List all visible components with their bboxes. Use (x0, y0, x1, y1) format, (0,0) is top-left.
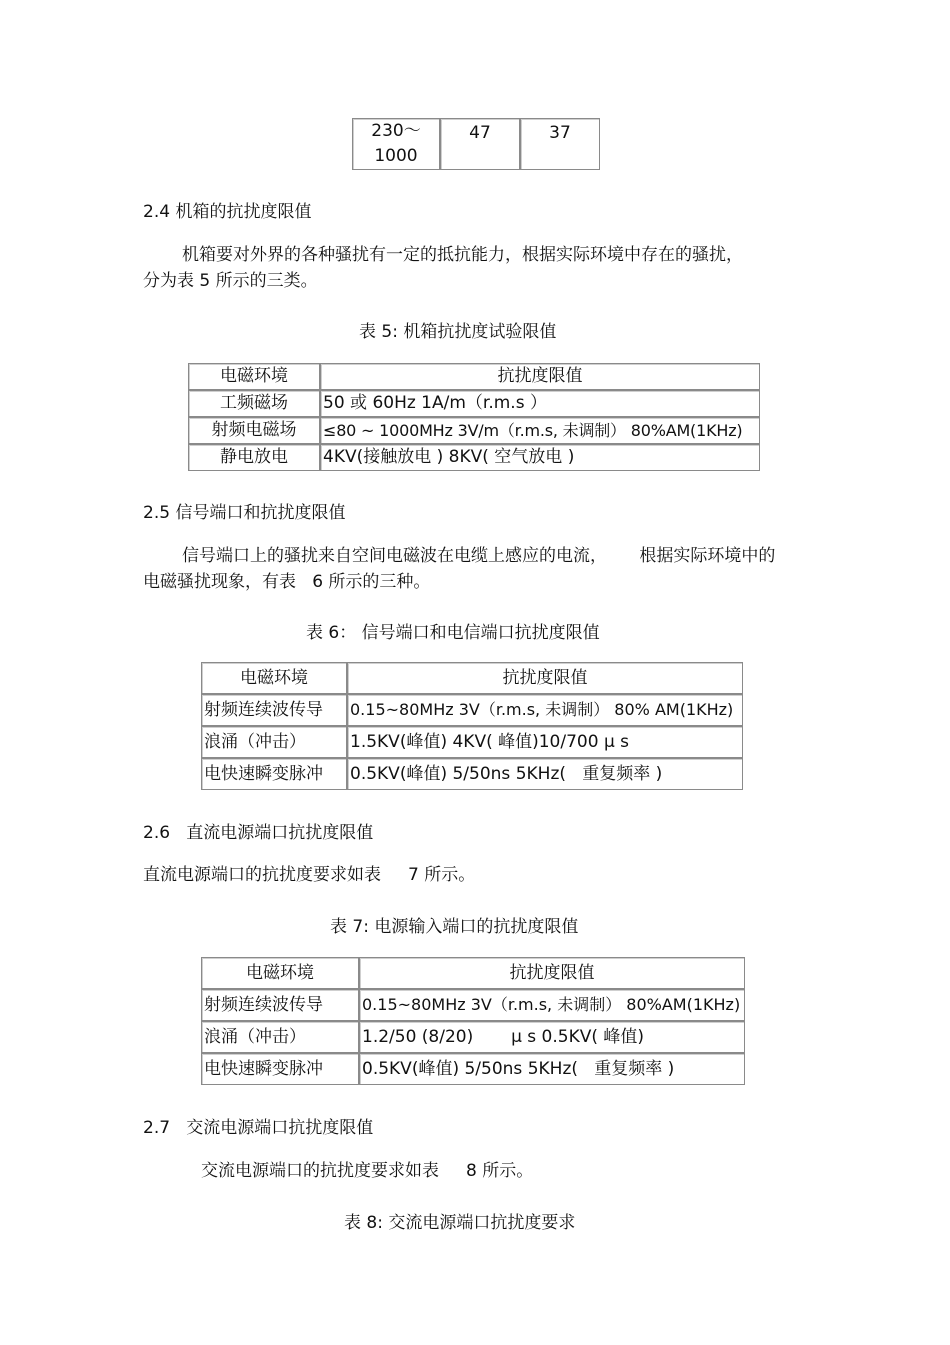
section-heading: 2.5 信号端口和抗扰度限值 (143, 503, 346, 523)
section-heading: 2.4 机箱的抗扰度限值 (143, 202, 312, 222)
table-cell: 射频电磁场 (188, 417, 320, 444)
table-header: 抗扰度限值 (359, 957, 745, 989)
table-5 (188, 363, 760, 471)
table-cell: 50 或 60Hz 1A/m（r.m.s ） (320, 390, 760, 417)
table-cell: 37 (520, 118, 600, 170)
table-cell: ≤80 ~ 1000MHz 3V/m（r.m.s, 未调制） 80%AM(1KHz) (320, 417, 760, 444)
table-cell: 电快速瞬变脉冲 (201, 758, 347, 790)
table-header: 抗扰度限值 (347, 662, 743, 694)
table-caption: 表 6： 信号端口和电信端口抗扰度限值 (306, 623, 600, 643)
table-cell: 射频连续波传导 (201, 989, 359, 1021)
section-heading: 2.6 直流电源端口抗扰度限值 (143, 823, 374, 843)
paragraph-line: 分为表 5 所示的三类。 (143, 271, 318, 291)
table-6 (201, 662, 743, 790)
table-cell: 230～ 1000 (352, 118, 440, 170)
table-caption: 表 7: 电源输入端口的抗扰度限值 (330, 917, 579, 937)
table-header: 电磁环境 (201, 957, 359, 989)
section-heading: 2.7 交流电源端口抗扰度限值 (143, 1118, 374, 1138)
table-cell: 射频连续波传导 (201, 694, 347, 726)
table-cell: 浪涌（冲击） (201, 726, 347, 758)
table-caption: 表 8: 交流电源端口抗扰度要求 (344, 1213, 576, 1233)
table-cell: 0.5KV(峰值) 5/50ns 5KHz( 重复频率 ) (347, 758, 743, 790)
table-cell: 0.15~80MHz 3V（r.m.s, 未调制） 80% AM(1KHz) (347, 694, 743, 726)
table-cell: 47 (440, 118, 520, 170)
table-cell: 浪涌（冲击） (201, 1021, 359, 1053)
table-cell: 静电放电 (188, 444, 320, 471)
paragraph-line: 交流电源端口的抗扰度要求如表 8 所示。 (201, 1161, 534, 1181)
table-cell: 工频磁场 (188, 390, 320, 417)
top-table (352, 118, 600, 170)
table-cell: 1.2/50 (8/20) μ s 0.5KV( 峰值) (359, 1021, 745, 1053)
table-cell: 1.5KV(峰值) 4KV( 峰值)10/700 μ s (347, 726, 743, 758)
table-cell: 4KV(接触放电 ) 8KV( 空气放电 ) (320, 444, 760, 471)
table-cell: 0.5KV(峰值) 5/50ns 5KHz( 重复频率 ) (359, 1053, 745, 1085)
paragraph-line: 信号端口上的骚扰来自空间电磁波在电缆上感应的电流， 根据实际环境中的 (182, 546, 776, 566)
table-cell: 电快速瞬变脉冲 (201, 1053, 359, 1085)
table-header: 抗扰度限值 (320, 363, 760, 390)
paragraph-line: 直流电源端口的抗扰度要求如表 7 所示。 (143, 865, 476, 885)
table-caption: 表 5: 机箱抗扰度试验限值 (359, 322, 557, 342)
table-cell: 0.15~80MHz 3V（r.m.s, 未调制） 80%AM(1KHz) (359, 989, 745, 1021)
table-header: 电磁环境 (188, 363, 320, 390)
paragraph-line: 机箱要对外界的各种骚扰有一定的抵抗能力，根据实际环境中存在的骚扰， (182, 245, 743, 265)
paragraph-line: 电磁骚扰现象，有表 6 所示的三种。 (143, 572, 431, 592)
table-7 (201, 957, 745, 1085)
table-header: 电磁环境 (201, 662, 347, 694)
